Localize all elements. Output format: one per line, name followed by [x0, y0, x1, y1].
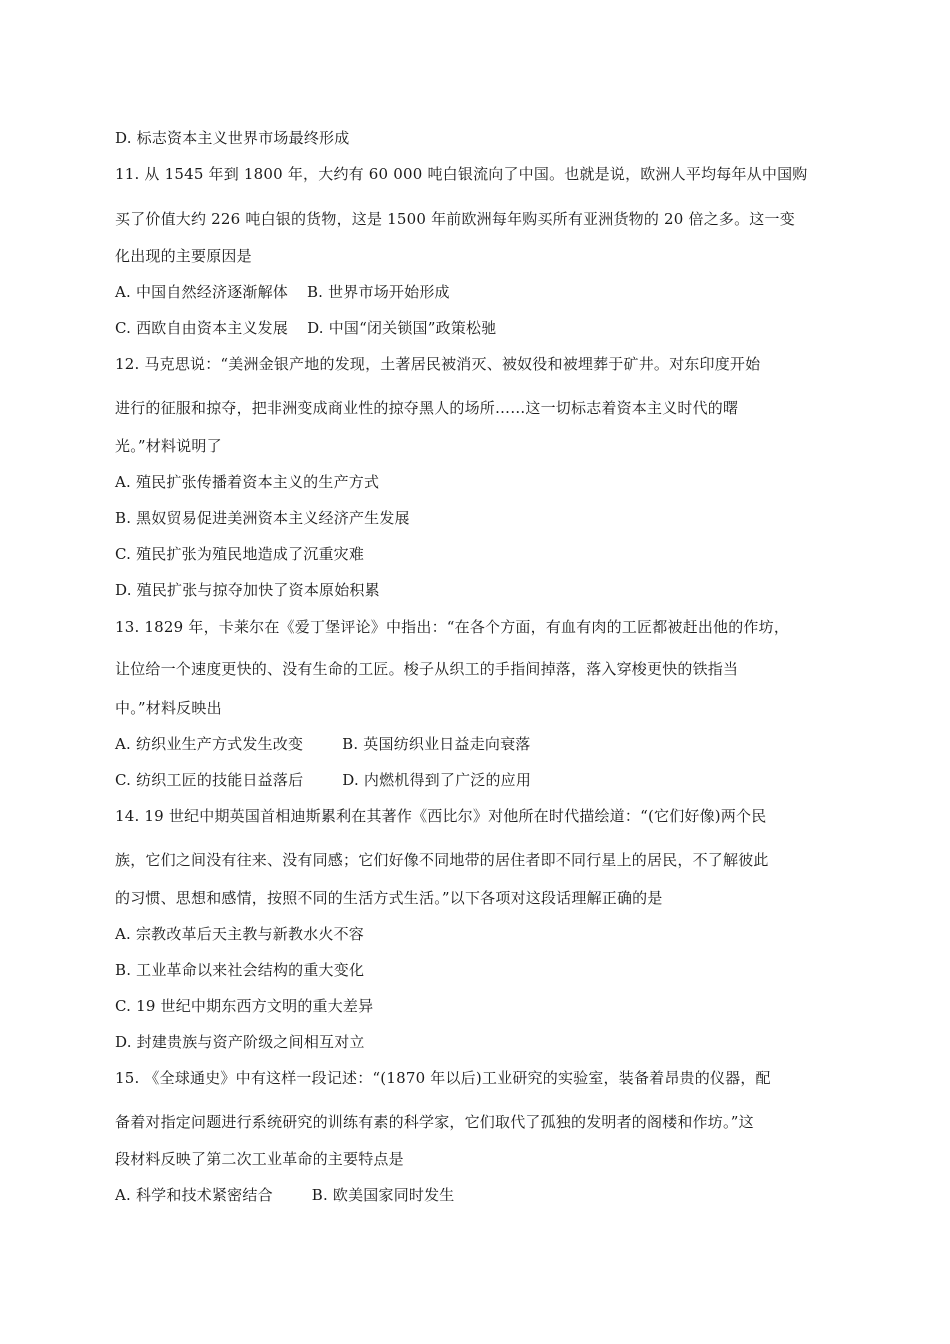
q13-options-cd: [115, 770, 531, 790]
q11-option-a: A. 中国自然经济逐渐解体: [115, 283, 288, 301]
q11-option-d: D. 中国“闭关锁国”政策松驰: [307, 319, 497, 337]
q14-option-a: A. 宗教改革后天主教与新教水火不容: [115, 925, 364, 943]
q11-option-b: B. 世界市场开始形成: [306, 283, 450, 301]
q13-stem-line-2: 让位给一个速度更快的、没有生命的工匠。梭子从织工的手指间掉落，落入穿梭更快的铁指当: [115, 660, 739, 678]
q10-option-d: D. 标志资本主义世界市场最终形成: [115, 129, 350, 147]
q12-option-c: C. 殖民扩张为殖民地造成了沉重灾难: [115, 545, 365, 563]
q12-stem-line-3: 光。”材料说明了: [115, 437, 222, 455]
q12-option-a: A. 殖民扩张传播着资本主义的生产方式: [115, 473, 380, 491]
q14-option-d: D. 封建贵族与资产阶级之间相互对立: [115, 1033, 365, 1051]
q13-option-b: B. 英国纺织业日益走向衰落: [342, 735, 531, 753]
q13-option-a: A. 纺织业生产方式发生改变: [115, 735, 304, 753]
q11-stem-line-3: 化出现的主要原因是: [115, 247, 252, 265]
q15-stem-line-1: 15. 《全球通史》中有这样一段记述：“(1870 年以后)工业研究的实验室，装备着昂贵的仪器，配: [115, 1069, 771, 1087]
q12-stem-line-1: 12. 马克思说：“美洲金银产地的发现，土著居民被消灭、被奴役和被埋葬于矿井。对东印度开始: [115, 355, 761, 373]
q14-option-b: B. 工业革命以来社会结构的重大变化: [115, 961, 365, 979]
q13-stem-line-1: 13. 1829 年，卡莱尔在《爱丁堡评论》中指出：“在各个方面，有血有肉的工匠都被赶出他的作坊，: [115, 618, 790, 636]
q11-stem-line-2: 买了价值大约 226 吨白银的货物，这是 1500 年前欧洲每年购买所有亚洲货物的 20 倍之多。这一变: [115, 210, 795, 228]
q14-option-c: C. 19 世纪中期东西方文明的重大差异: [115, 997, 374, 1015]
q14-stem-line-3: 的习惯、思想和感情，按照不同的生活方式生活。”以下各项对这段话理解正确的是: [115, 889, 663, 907]
q11-options-cd: [115, 318, 496, 338]
q15-option-b: B. 欧美国家同时发生: [311, 1186, 455, 1204]
q11-stem-line-1: 11. 从 1545 年到 1800 年，大约有 60 000 吨白银流向了中国。也就是说，欧洲人平均每年从中国购: [115, 165, 808, 183]
q15-option-a: A. 科学和技术紧密结合: [115, 1186, 273, 1204]
q13-option-d: D. 内燃机得到了广泛的应用: [342, 771, 532, 789]
q12-option-d: D. 殖民扩张与掠夺加快了资本原始积累: [115, 581, 380, 599]
q13-stem-line-3: 中。”材料反映出: [115, 699, 222, 717]
q12-option-b: B. 黑奴贸易促进美洲资本主义经济产生发展: [115, 509, 410, 527]
q15-stem-line-3: 段材料反映了第二次工业革命的主要特点是: [115, 1150, 404, 1168]
q11-option-c: C. 西欧自由资本主义发展: [115, 319, 289, 337]
q12-stem-line-2: 进行的征服和掠夺，把非洲变成商业性的掠夺黑人的场所……这一切标志着资本主义时代的曙: [115, 399, 739, 417]
q13-options-ab: [115, 734, 531, 754]
q11-options-ab: [115, 282, 450, 302]
q15-options-ab: [115, 1185, 455, 1205]
q14-stem-line-1: 14. 19 世纪中期英国首相迪斯累利在其著作《西比尔》对他所在时代描绘道：“(它们好像)两个民: [115, 807, 767, 825]
q14-stem-line-2: 族，它们之间没有往来、没有同感；它们好像不同地带的居住者即不同行星上的居民，不了解彼此: [115, 851, 769, 869]
q15-stem-line-2: 备着对指定问题进行系统研究的训练有素的科学家，它们取代了孤独的发明者的阁楼和作坊。”这: [115, 1113, 754, 1131]
q13-option-c: C. 纺织工匠的技能日益落后: [115, 771, 304, 789]
